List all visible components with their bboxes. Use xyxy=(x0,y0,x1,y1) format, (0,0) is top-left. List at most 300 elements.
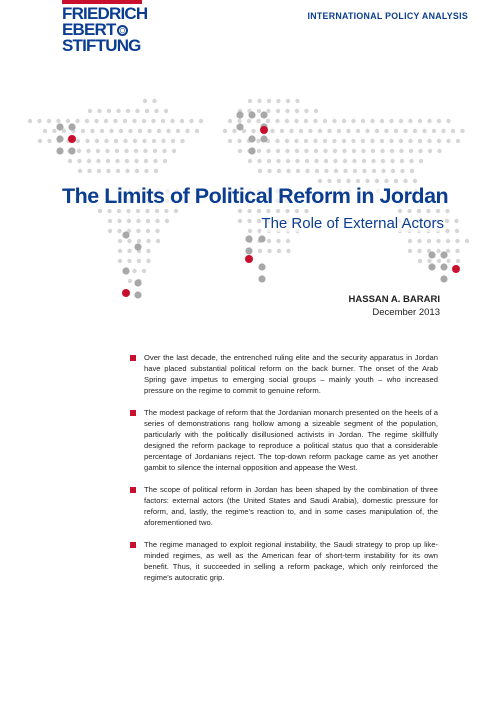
map-dot xyxy=(267,159,271,163)
map-dot xyxy=(96,159,100,163)
map-dot xyxy=(228,139,232,143)
map-dot xyxy=(165,219,169,223)
map-dot xyxy=(258,263,265,270)
map-dot xyxy=(399,119,403,123)
map-dot xyxy=(56,147,63,154)
map-dot xyxy=(87,159,91,163)
map-dot xyxy=(285,109,289,113)
map-dot xyxy=(90,129,94,133)
map-dot xyxy=(403,179,407,183)
map-dot xyxy=(413,129,417,133)
map-dot xyxy=(436,209,440,213)
map-dot xyxy=(337,179,341,183)
map-dot xyxy=(276,159,280,163)
map-dot xyxy=(427,239,431,243)
map-dot xyxy=(161,119,165,123)
map-dot xyxy=(116,109,120,113)
map-dot xyxy=(399,139,403,143)
map-dot xyxy=(128,279,132,283)
map-dot xyxy=(137,239,141,243)
map-dot xyxy=(380,149,384,153)
map-dot xyxy=(146,259,150,263)
map-dot xyxy=(266,109,270,113)
red-square-icon xyxy=(130,542,136,548)
map-dot xyxy=(238,149,242,153)
map-dot xyxy=(390,149,394,153)
map-dot xyxy=(109,129,113,133)
map-dot xyxy=(237,119,241,123)
map-dot xyxy=(245,247,252,254)
map-dot xyxy=(437,139,441,143)
map-dot xyxy=(294,139,298,143)
map-dot xyxy=(417,249,421,253)
map-dot xyxy=(342,139,346,143)
map-dot xyxy=(170,119,174,123)
author-name: HASSAN A. BARARI xyxy=(348,294,440,305)
map-dot xyxy=(394,129,398,133)
map-dot xyxy=(116,169,120,173)
map-dot xyxy=(440,263,447,270)
map-dot xyxy=(258,169,262,173)
map-dot xyxy=(267,169,271,173)
map-dot xyxy=(267,249,271,253)
map-dot xyxy=(276,99,280,103)
map-dot xyxy=(342,149,346,153)
map-dot xyxy=(285,119,289,123)
map-dot xyxy=(105,149,109,153)
map-dot xyxy=(185,129,189,133)
map-dot xyxy=(304,209,308,213)
map-dot xyxy=(248,135,255,142)
map-dot xyxy=(95,139,99,143)
map-dot xyxy=(295,159,299,163)
map-dot xyxy=(356,179,360,183)
map-dot xyxy=(136,229,140,233)
map-dot xyxy=(78,169,82,173)
map-dot xyxy=(455,239,459,243)
map-dot xyxy=(98,209,102,213)
map-dot xyxy=(133,139,137,143)
map-dot xyxy=(428,149,432,153)
map-dot xyxy=(276,149,280,153)
map-dot xyxy=(380,139,384,143)
map-dot xyxy=(332,119,336,123)
map-dot xyxy=(237,139,241,143)
map-dot xyxy=(257,99,261,103)
map-dot xyxy=(323,149,327,153)
map-dot xyxy=(327,179,331,183)
map-dot xyxy=(418,119,422,123)
map-dot xyxy=(315,169,319,173)
map-dot xyxy=(432,129,436,133)
map-dot xyxy=(137,259,141,263)
map-dot xyxy=(365,179,369,183)
map-dot xyxy=(398,209,402,213)
map-dot xyxy=(436,239,440,243)
map-dot xyxy=(166,129,170,133)
map-dot xyxy=(134,243,141,250)
map-dot xyxy=(313,119,317,123)
map-dot xyxy=(117,209,121,213)
map-dot xyxy=(135,109,139,113)
map-dot xyxy=(318,179,322,183)
map-dot xyxy=(247,119,251,123)
map-dot xyxy=(456,259,460,263)
map-dot xyxy=(352,149,356,153)
map-dot xyxy=(351,119,355,123)
map-dot xyxy=(172,149,176,153)
map-dot xyxy=(353,169,357,173)
map-dot xyxy=(75,119,79,123)
map-dot xyxy=(258,235,265,242)
map-dot xyxy=(143,149,147,153)
map-dot xyxy=(47,139,51,143)
map-dot xyxy=(87,169,91,173)
map-dot xyxy=(399,149,403,153)
map-dot xyxy=(77,149,81,153)
map-dot xyxy=(285,139,289,143)
map-dot xyxy=(455,249,459,253)
map-dot-highlight xyxy=(245,255,253,263)
map-dot xyxy=(81,129,85,133)
map-dot xyxy=(260,111,267,118)
map-dot xyxy=(153,149,157,153)
map-dot xyxy=(437,149,441,153)
map-dot xyxy=(294,119,298,123)
map-dot xyxy=(267,239,271,243)
map-dot xyxy=(236,111,243,118)
map-dot xyxy=(122,267,129,274)
map-dot xyxy=(318,129,322,133)
map-dot-highlight xyxy=(260,126,268,134)
map-dot xyxy=(337,129,341,133)
map-dot xyxy=(134,291,141,298)
map-dot xyxy=(146,249,150,253)
map-dot xyxy=(361,149,365,153)
map-dot xyxy=(142,139,146,143)
map-dot xyxy=(134,279,141,286)
map-dot xyxy=(113,119,117,123)
map-dot xyxy=(428,263,435,270)
map-dot xyxy=(118,259,122,263)
map-dot xyxy=(437,259,441,263)
map-dot xyxy=(145,109,149,113)
logo-line-1: FRIEDRICH xyxy=(62,4,148,23)
map-dot xyxy=(127,249,131,253)
map-dot xyxy=(106,169,110,173)
map-dot xyxy=(146,239,150,243)
map-dot xyxy=(286,99,290,103)
map-dot xyxy=(118,239,122,243)
map-dot xyxy=(247,209,251,213)
map-dot xyxy=(428,251,435,258)
map-dot xyxy=(152,99,156,103)
map-dot xyxy=(304,109,308,113)
map-dot xyxy=(251,129,255,133)
map-dot xyxy=(407,209,411,213)
map-dot xyxy=(305,169,309,173)
map-dot xyxy=(454,219,458,223)
map-dot xyxy=(248,111,255,118)
map-dot xyxy=(134,159,138,163)
series-label: INTERNATIONAL POLICY ANALYSIS xyxy=(307,11,468,21)
map-dot xyxy=(333,159,337,163)
map-dot xyxy=(68,147,75,154)
map-dot xyxy=(56,119,60,123)
red-square-icon xyxy=(130,487,136,493)
bullet-text: The scope of political reform in Jordan has been shaped by the combination of three factors: external actors (the United States and Saudi Arabia), domestic pressure for reform, and, lastly, the regime's reaction to, and in some cases manipulation of, the aforementioned two. xyxy=(144,485,438,527)
summary-bullet xyxy=(130,407,438,473)
map-dot xyxy=(119,129,123,133)
map-dot xyxy=(157,129,161,133)
logo-line-2: EBERT xyxy=(62,22,152,38)
map-dot xyxy=(238,219,242,223)
map-dot xyxy=(248,99,252,103)
map-dot xyxy=(370,139,374,143)
map-dot xyxy=(154,169,158,173)
map-dot xyxy=(440,251,447,258)
map-dot xyxy=(277,249,281,253)
map-dot xyxy=(285,209,289,213)
map-dot xyxy=(305,159,309,163)
map-dot xyxy=(96,149,100,153)
map-dot xyxy=(381,169,385,173)
map-dot xyxy=(384,179,388,183)
map-dot xyxy=(37,119,41,123)
map-dot xyxy=(154,109,158,113)
map-dot xyxy=(115,149,119,153)
map-dot xyxy=(266,119,270,123)
map-dot xyxy=(286,239,290,243)
map-dot xyxy=(174,209,178,213)
summary-bullet xyxy=(130,352,438,396)
map-dot xyxy=(422,129,426,133)
map-dot xyxy=(352,159,356,163)
map-dot xyxy=(375,129,379,133)
summary-bullet xyxy=(130,484,438,528)
map-dot xyxy=(260,135,267,142)
map-dot xyxy=(142,119,146,123)
map-dot xyxy=(164,109,168,113)
map-dot xyxy=(180,139,184,143)
map-dot xyxy=(77,159,81,163)
map-dot xyxy=(258,249,262,253)
map-dot xyxy=(153,159,157,163)
map-dot xyxy=(456,139,460,143)
map-dot xyxy=(144,169,148,173)
map-dot xyxy=(115,159,119,163)
map-dot xyxy=(365,129,369,133)
map-dot xyxy=(408,139,412,143)
summary-bullets xyxy=(130,352,438,594)
map-dot xyxy=(88,109,92,113)
map-dot xyxy=(304,139,308,143)
map-dot xyxy=(304,149,308,153)
map-dot xyxy=(285,149,289,153)
map-dot xyxy=(136,219,140,223)
map-dot xyxy=(85,119,89,123)
map-dot xyxy=(409,149,413,153)
map-dot xyxy=(132,269,136,273)
map-dot xyxy=(380,119,384,123)
map-dot xyxy=(28,119,32,123)
map-dot xyxy=(426,209,430,213)
map-dot xyxy=(86,149,90,153)
map-dot xyxy=(107,109,111,113)
map-dot xyxy=(465,239,469,243)
map-dot xyxy=(418,149,422,153)
map-dot xyxy=(125,159,129,163)
map-dot xyxy=(236,123,243,130)
map-dot xyxy=(117,229,121,233)
map-dot xyxy=(245,235,252,242)
map-dot xyxy=(117,219,121,223)
map-dot xyxy=(400,169,404,173)
map-dot xyxy=(126,109,130,113)
map-dot xyxy=(147,129,151,133)
map-dot xyxy=(118,249,122,253)
map-dot xyxy=(417,239,421,243)
map-dot xyxy=(409,159,413,163)
map-dot xyxy=(417,209,421,213)
map-dot xyxy=(276,109,280,113)
map-dot xyxy=(248,147,255,154)
map-dot xyxy=(108,219,112,223)
map-dot xyxy=(441,129,445,133)
map-dot xyxy=(127,259,131,263)
map-dot xyxy=(295,109,299,113)
map-dot xyxy=(372,169,376,173)
map-dot xyxy=(155,219,159,223)
map-dot xyxy=(332,139,336,143)
map-dot xyxy=(314,109,318,113)
map-dot xyxy=(155,229,159,233)
map-dot xyxy=(346,129,350,133)
map-dot xyxy=(176,129,180,133)
map-dot xyxy=(162,149,166,153)
map-dot xyxy=(232,129,236,133)
map-dot xyxy=(314,159,318,163)
map-dot xyxy=(362,169,366,173)
map-dot xyxy=(146,219,150,223)
map-dot xyxy=(266,149,270,153)
red-square-icon xyxy=(130,355,136,361)
map-dot xyxy=(410,169,414,173)
map-dot xyxy=(126,209,130,213)
map-dot xyxy=(446,119,450,123)
map-dot xyxy=(123,119,127,123)
fes-logo xyxy=(62,6,152,54)
map-dot xyxy=(248,229,252,233)
map-dot xyxy=(356,129,360,133)
map-dot xyxy=(258,275,265,282)
map-dot xyxy=(114,139,118,143)
map-dot xyxy=(123,139,127,143)
map-dot xyxy=(276,239,280,243)
map-dot xyxy=(145,209,149,213)
map-dot xyxy=(136,209,140,213)
map-dot xyxy=(427,139,431,143)
map-dot xyxy=(238,209,242,213)
bullet-text: The regime managed to exploit regional instability, the Saudi strategy to prop up like-minded regimes, as well as the American fear of short-term instability for its own benefit. Thus, it succeeded in selling a reform package, which only reinforced the regime's autocratic grip. xyxy=(144,540,438,582)
map-dot xyxy=(286,249,290,253)
map-dot xyxy=(257,159,261,163)
map-dot xyxy=(346,179,350,183)
map-dot xyxy=(132,119,136,123)
map-dot xyxy=(180,119,184,123)
map-dot xyxy=(104,139,108,143)
map-dot xyxy=(155,209,159,213)
map-dot xyxy=(427,119,431,123)
map-dot xyxy=(427,259,431,263)
map-dot xyxy=(418,139,422,143)
map-dot xyxy=(295,209,299,213)
page-title: The Limits of Political Reform in Jordan xyxy=(62,184,466,209)
map-dot xyxy=(280,129,284,133)
map-dot-highlight xyxy=(452,265,460,273)
map-dot xyxy=(408,119,412,123)
map-dot xyxy=(437,119,441,123)
map-dot xyxy=(106,159,110,163)
map-dot xyxy=(223,129,227,133)
map-dot xyxy=(440,275,447,282)
publication-date: December 2013 xyxy=(372,307,440,318)
bullet-text: The modest package of reform that the Jordanian monarch presented on the heels of a series of demonstrations rang hollow among a sizeable segment of the population, particularly with the politically disillusioned activists in Jordan. The regime skillfully designed the reform package to reproduce a political status quo that a considerable percentage of Jordanians reject. The top-down reform package came as yet another gambit to silence the internal opposition and appease the West. xyxy=(144,408,438,472)
map-dot xyxy=(324,169,328,173)
map-dot xyxy=(296,169,300,173)
map-dot xyxy=(389,139,393,143)
map-dot xyxy=(295,99,299,103)
map-dot xyxy=(76,139,80,143)
map-dot xyxy=(286,169,290,173)
map-dot xyxy=(460,129,464,133)
map-dot xyxy=(289,129,293,133)
map-dot xyxy=(138,129,142,133)
map-dot xyxy=(390,159,394,163)
map-dot xyxy=(394,179,398,183)
map-dot xyxy=(333,149,337,153)
map-dot xyxy=(371,159,375,163)
page-subtitle: The Role of External Actors xyxy=(261,215,444,232)
map-dot xyxy=(334,169,338,173)
map-dot xyxy=(56,135,63,142)
map-dot xyxy=(195,129,199,133)
map-dot xyxy=(97,109,101,113)
map-dot xyxy=(446,259,450,263)
map-dot xyxy=(171,139,175,143)
map-dot xyxy=(408,239,412,243)
bullet-text: Over the last decade, the entrenched ruling elite and the security apparatus in Jordan have placed substantial political reform on the back burner. The onset of the Arab Spring gave impetus to emerging social groups – mainly youth – who increased pressure on the regime to commit to genuine reform. xyxy=(144,353,438,395)
map-dot xyxy=(108,229,112,233)
map-dot xyxy=(143,99,147,103)
map-dot xyxy=(68,123,75,130)
map-dot xyxy=(323,119,327,123)
map-dot xyxy=(247,219,251,223)
map-dot xyxy=(256,119,260,123)
map-dot xyxy=(104,119,108,123)
map-dot xyxy=(135,169,139,173)
map-dot xyxy=(156,239,160,243)
map-dot xyxy=(362,159,366,163)
map-dot xyxy=(128,129,132,133)
map-dot xyxy=(161,139,165,143)
map-dot xyxy=(125,169,129,173)
map-dot xyxy=(308,129,312,133)
map-dot xyxy=(152,139,156,143)
map-dot xyxy=(257,209,261,213)
map-dot xyxy=(304,119,308,123)
map-dot xyxy=(413,179,417,183)
